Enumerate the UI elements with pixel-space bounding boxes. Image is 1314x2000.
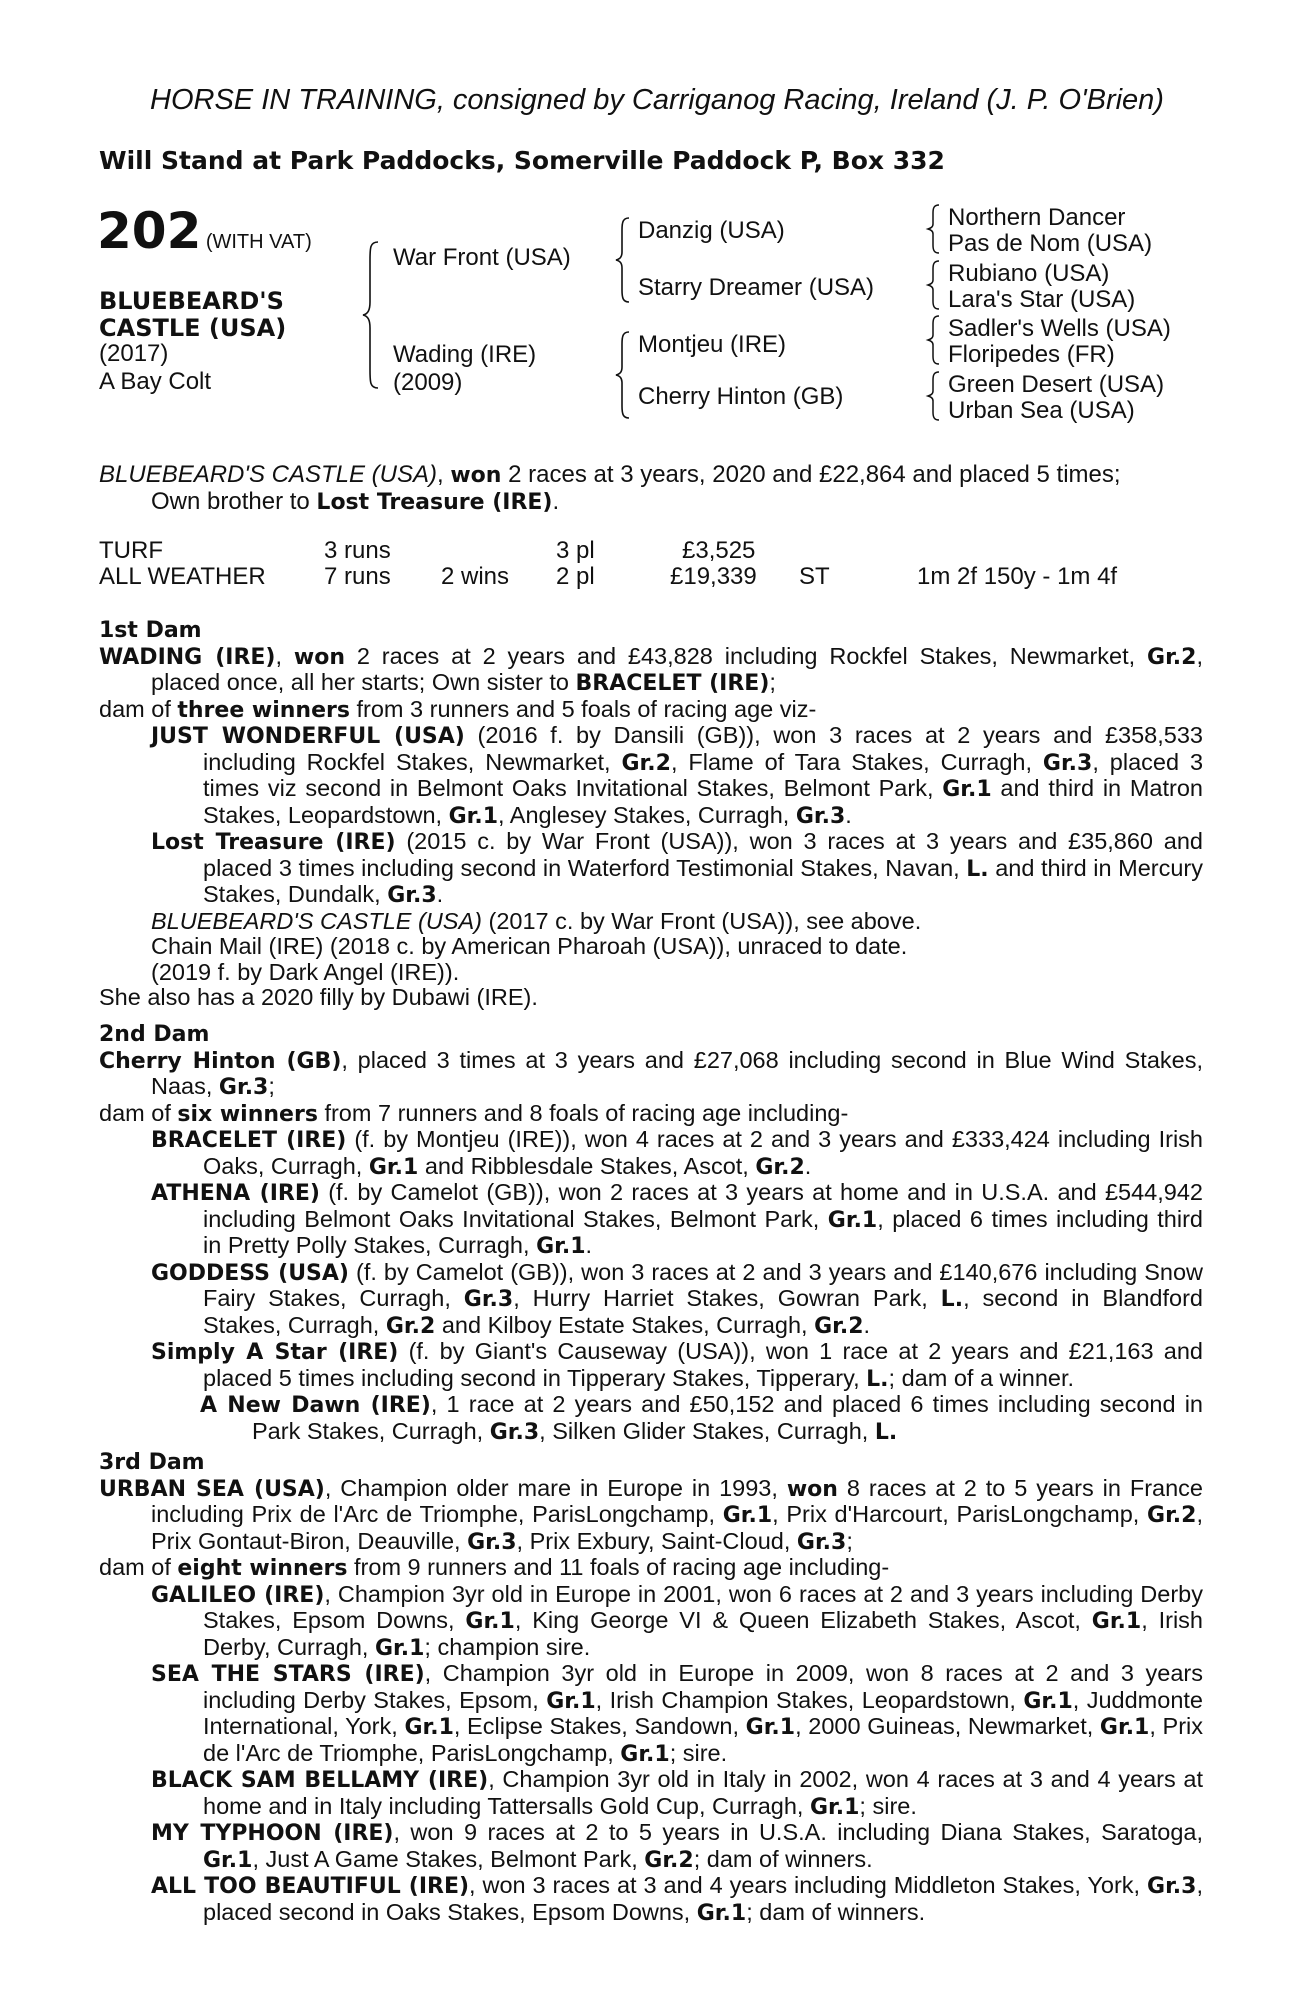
pedigree-dam-dam: Cherry Hinton (GB) (638, 383, 844, 410)
pedigree-g2: Pas de Nom (USA) (948, 230, 1153, 257)
pedigree-brace-g4 (925, 370, 943, 422)
list-item: SEA THE STARS (IRE), Champion 3yr old in Europe in 2009, won 8 races at 2 and 3 years including Derby Stakes, Epsom, Gr.1, Irish Champion Stakes, Leopardstown, Gr.1, Juddmonte International, York, Gr.1, Eclipse Stakes, Sandown, Gr.1, 2000 Guineas, Newmarket, Gr.1, Prix de l'Arc de Triomphe, ParisLongchamp, Gr.1; sire. (151, 1660, 1204, 1767)
pedigree-g4: Lara's Star (USA) (948, 286, 1136, 313)
list-item: BLACK SAM BELLAMY (IRE), Champion 3yr old in Italy in 2002, won 4 races at 3 and 4 years at home and in Italy including Tattersalls Gold Cup, Curragh, Gr.1; sire. (151, 1766, 1203, 1820)
second-dam-section: 2nd Dam Cherry Hinton (GB), placed 3 times at 3 years and £27,068 including second in Blue Wind Stakes, Naas, Gr.3; dam of six winners from 7 runners and 8 foals of racing age including- BRACELET (IRE) (f. by Montjeu (IRE)), won 4 races at 2 and 3 years and £333,424 including Irish Oaks, Curragh, Gr.1 and Ribblesdale Stakes, Ascot, Gr.2. ATHENA (IRE) (f. by Camelot (GB)), won 2 races at 3 years at home and in U.S.A. and £544,942 including Belmont Oaks Invitational Stakes, Belmont Park, Gr.1, placed 6 times including third in Pretty Polly Stakes, Curragh, Gr.1. GODDESS (USA) (f. by Camelot (GB)), won 3 races at 2 and 3 years and £140,676 including Snow Fairy Stakes, Curragh, Gr.3, Hurry Harriet Stakes, Gowran Park, L., second in Blandford Stakes, Curragh, Gr.2 and Kilboy Estate Stakes, Curragh, Gr.2. Simply A Star (IRE) (f. by Giant's Causeway (USA)), won 1 race at 2 years and £21,163 and placed 5 times including second in Tipperary Stakes, Tipperary, L.; dam of a winner. A New Dawn (IRE), 1 race at 2 years and £50,152 and placed 6 times including second in Park Stakes, Curragh, Gr.3, Silken Glider Stakes, Curragh, L. (99, 1022, 1203, 1445)
race-record: BLUEBEARD'S CASTLE (USA), won 2 races at 3 years, 2020 and £22,864 and placed 5 times; Own brother to Lost Treasure (IRE). (99, 461, 1121, 515)
list-item: Chain Mail (IRE) (2018 c. by American Pharoah (USA)), unraced to date. (151, 933, 908, 959)
list-item: She also has a 2020 filly by Dubawi (IRE). (99, 984, 538, 1010)
pedigree-g7: Green Desert (USA) (948, 371, 1165, 398)
list-item: JUST WONDERFUL (USA) (2016 f. by Dansili (GB)), won 3 races at 2 years and £358,533 including Rockfel Stakes, Newmarket, Gr.2, Flame of Tara Stakes, Curragh, Gr.3, placed 3 times viz second in Belmont Oaks Invitational Stakes, Belmont Park, Gr.1 and third in Matron Stakes, Leopardstown, Gr.1, Anglesey Stakes, Curragh, Gr.3. (151, 722, 1204, 829)
horse-meta (99, 340, 211, 396)
horse-year: (2017) (99, 340, 169, 367)
page-title: HORSE IN TRAINING, consigned by Carriganog Racing, Ireland (J. P. O'Brien) (150, 84, 1164, 116)
list-item: MY TYPHOON (IRE), won 9 races at 2 to 5 years in U.S.A. including Diana Stakes, Saratoga, Gr.1, Just A Game Stakes, Belmont Park, Gr.2; dam of winners. (151, 1819, 1203, 1873)
third-dam-section: 3rd Dam URBAN SEA (USA), Champion older mare in Europe in 1993, won 8 races at 2 to 5 years in France including Prix de l'Arc de Triomphe, ParisLongchamp, Gr.1, Prix d'Harcourt, ParisLongchamp, Gr.2, Prix Gontaut-Biron, Deauville, Gr.3, Prix Exbury, Saint-Cloud, Gr.3; dam of eight winners from 9 runners and 11 foals of racing age including- GALILEO (IRE), Champion 3yr old in Europe in 2001, won 6 races at 2 and 3 years including Derby Stakes, Epsom Downs, Gr.1, King George VI & Queen Elizabeth Stakes, Ascot, Gr.1, Irish Derby, Curragh, Gr.1; champion sire. SEA THE STARS (IRE), Champion 3yr old in Europe in 2009, won 8 races at 2 and 3 years including Derby Stakes, Epsom, Gr.1, Irish Champion Stakes, Leopardstown, Gr.1, Juddmonte International, York, Gr.1, Eclipse Stakes, Sandown, Gr.1, 2000 Guineas, Newmarket, Gr.1, Prix de l'Arc de Triomphe, ParisLongchamp, Gr.1; sire. BLACK SAM BELLAMY (IRE), Champion 3yr old in Italy in 2002, won 4 races at 3 and 4 years at home and in Italy including Tattersalls Gold Cup, Curragh, Gr.1; sire. MY TYPHOON (IRE), won 9 races at 2 to 5 years in U.S.A. including Diana Stakes, Saratoga, Gr.1, Just A Game Stakes, Belmont Park, Gr.2; dam of winners. ALL TOO BEAUTIFUL (IRE), won 3 races at 3 and 4 years including Middleton Stakes, York, Gr.3, placed second in Oaks Stakes, Epsom Downs, Gr.1; dam of winners. (99, 1450, 1204, 1926)
list-item: ALL TOO BEAUTIFUL (IRE), won 3 races at 3 and 4 years including Middleton Stakes, York, Gr.3, placed second in Oaks Stakes, Epsom Downs, Gr.1; dam of winners. (151, 1872, 1203, 1926)
horse-description: A Bay Colt (99, 368, 212, 395)
pedigree-sire-dam: Starry Dreamer (USA) (638, 274, 875, 301)
pedigree-g1: Northern Dancer (948, 204, 1126, 231)
lot-number-value: 202 (97, 202, 202, 260)
list-item: GODDESS (USA) (f. by Camelot (GB)), won 3 races at 2 and 3 years and £140,676 including Snow Fairy Stakes, Curragh, Gr.3, Hurry Harriet Stakes, Gowran Park, L., second in Blandford Stakes, Curragh, Gr.2 and Kilboy Estate Stakes, Curragh, Gr.2. (151, 1258, 1203, 1339)
pedigree-sire-sire: Danzig (USA) (638, 217, 785, 244)
pedigree-g5: Sadler's Wells (USA) (948, 315, 1171, 342)
list-item: ATHENA (IRE) (f. by Camelot (GB)), won 2 races at 3 years at home and in U.S.A. and £544,942 including Belmont Oaks Invitational Stakes, Belmont Park, Gr.1, placed 6 times including third in Pretty Polly Stakes, Curragh, Gr.1. (151, 1179, 1203, 1259)
pedigree-brace-dam (613, 330, 635, 420)
pedigree-g8: Urban Sea (USA) (948, 397, 1135, 424)
pedigree-dam-year: (2009) (393, 369, 463, 396)
pedigree-brace-g3 (925, 314, 943, 366)
pedigree-g3: Rubiano (USA) (948, 260, 1110, 287)
pedigree-dam: Wading (IRE) (393, 341, 537, 368)
first-dam-section: 1st Dam WADING (IRE), won 2 races at 2 years and £43,828 including Rockfel Stakes, Newmarket, Gr.2, placed once, all her starts; Own sister to BRACELET (IRE); dam of three winners from 3 runners and 5 foals of racing age viz- JUST WONDERFUL (USA) (2016 f. by Dansili (GB)), won 3 races at 2 years and £358,533 including Rockfel Stakes, Newmarket, Gr.2, Flame of Tara Stakes, Curragh, Gr.3, placed 3 times viz second in Belmont Oaks Invitational Stakes, Belmont Park, Gr.1 and third in Matron Stakes, Leopardstown, Gr.1, Anglesey Stakes, Curragh, Gr.3. Lost Treasure (IRE) (2015 c. by War Front (USA)), won 3 races at 3 years and £35,860 and placed 3 times including second in Waterford Testimonial Stakes, Navan, L. and third in Mercury Stakes, Dundalk, Gr.3. BLUEBEARD'S CASTLE (USA) (2017 c. by War Front (USA)), see above. Chain Mail (IRE) (2018 c. by American Pharoah (USA)), unraced to date. (2019 f. by Dark Angel (IRE)). She also has a 2020 filly by Dubawi (IRE). (99, 618, 1204, 1010)
horse-name: BLUEBEARD'S CASTLE (USA) (99, 287, 287, 342)
pedigree-sire: War Front (USA) (393, 244, 571, 271)
list-item: GALILEO (IRE), Champion 3yr old in Europe in 2001, won 6 races at 2 and 3 years including Derby Stakes, Epsom Downs, Gr.1, King George VI & Queen Elizabeth Stakes, Ascot, Gr.1, Irish Derby, Curragh, Gr.1; champion sire. (151, 1580, 1203, 1661)
list-item: BLUEBEARD'S CASTLE (USA) (2017 c. by War Front (USA)), see above. (151, 907, 922, 934)
stand-location: Will Stand at Park Paddocks, Somerville Paddock P, Box 332 (99, 146, 945, 175)
vat-label: (WITH VAT) (205, 231, 312, 253)
pedigree-brace-sire (613, 216, 635, 304)
lot-number (97, 202, 312, 260)
list-item: Simply A Star (IRE) (f. by Giant's Causeway (USA)), won 1 race at 2 years and £21,163 and placed 5 times including second in Tipperary Stakes, Tipperary, L.; dam of a winner. (151, 1338, 1203, 1392)
pedigree-brace-main (360, 240, 384, 390)
pedigree-brace-g2 (925, 259, 943, 311)
list-item: Lost Treasure (IRE) (2015 c. by War Front (USA)), won 3 races at 3 years and £35,860 and placed 3 times including second in Waterford Testimonial Stakes, Navan, L. and third in Mercury Stakes, Dundalk, Gr.3. (151, 828, 1203, 908)
catalogue-page: HORSE IN TRAINING, consigned by Carriganog Racing, Ireland (J. P. O'Brien) Will Stand at Park Paddocks, Somerville Paddock P, Box 332 202 (WITH VAT) BLUEBEARD'S CASTLE (USA) (2017) A Bay Colt War Front (USA) Wading (IRE) (2009) Danzig (USA) Starry Dreamer (USA) Montjeu (IRE) Cherry Hinton (GB) Northern Dancer Pas de Nom (USA) Rubiano (USA) Lara's Star (USA) Sadler's Wells (USA) Floripedes (FR) Green Desert (USA) Urban Sea (USA) BLUEBEARD'S CASTLE (USA), won 2 races at 3 years, 2020 and £22,864 and placed 5 times; Own brother to Lost Treasure (IRE). TURF 3 runs 3 pl £3,525 ALL WEATHER 7 runs 2 wins 2 pl £19,339 ST 1m 2f 150y - 1m 4f 1st Dam WADING (IRE), won 2 races at 2 years and £43,828 including Rockfel Stakes, Newmarket, Gr.2, placed once, all her starts; Own sister to BRACELET (IRE); dam of three winners from 3 runners and 5 foals of racing age viz- JUST WONDERFUL (USA) (2016 f. by Dansili (GB)), won 3 races at 2 years and £358,533 including Rockfel Stakes, Newmarket, Gr.2, Flame of Tara Stakes, Curragh, Gr.3, placed 3 times viz second in Belmont Oaks Invitational Stakes, Belmont Park, Gr.1 and third in Matron Stakes, Leopardstown, Gr.1, Anglesey Stakes, Curragh, Gr.3. Lost Treasure (IRE) (2015 c. by War Front (USA)), won 3 races at 3 years and £35,860 and placed 3 times including second in Waterford Testimonial Stakes, Navan, L. and third in Mercury Stakes, Dundalk, Gr.3. BLUEBEARD'S CASTLE (USA) (2017 c. by War Front (USA)), see above. Chain Mail (IRE) (2018 c. by American Pharoah (USA)), unraced to date. (2019 f. by Dark Angel (IRE)). She also has a 2020 filly by Dubawi (IRE). 2nd Dam Cherry Hinton (GB), placed 3 times at 3 years and £27,068 including second in Blue Wind Stakes, Naas, Gr.3; dam of six winners from 7 runners and 8 foals of racing age including- BRACELET (IRE) (f. by Montjeu (IRE)), won 4 races at 2 and 3 years and £333,424 including Irish Oaks, Curragh, Gr.1 and Ribblesdale Stakes, Ascot, Gr.2. ATHENA (IRE) (f. by Camelot (GB)), won 2 races at 3 years at home and in U.S.A. and £544,942 including Belmont Oaks Invitational Stakes, Belmont Park, Gr.1, placed 6 times including third in Pretty Polly Stakes, Curragh, Gr.1. GODDESS (USA) (f. by Camelot (GB)), won 3 races at 2 and 3 years and £140,676 including Snow Fairy Stakes, Curragh, Gr.3, Hurry Harriet Stakes, Gowran Park, L., second in Blandford Stakes, Curragh, Gr.2 and Kilboy Estate Stakes, Curragh, Gr.2. Simply A Star (IRE) (f. by Giant's Causeway (USA)), won 1 race at 2 years and £21,163 and placed 5 times including second in Tipperary Stakes, Tipperary, L.; dam of a winner. A New Dawn (IRE), 1 race at 2 years and £50,152 and placed 6 times including second in Park Stakes, Curragh, Gr.3, Silken Glider Stakes, Curragh, L. 3rd Dam URBAN SEA (USA), Champion older mare in Europe in 1993, won 8 races at 2 to 5 years in France including Prix de l'Arc de Triomphe, ParisLongchamp, Gr.1, Prix d'Harcourt, ParisLongchamp, Gr.2, Prix Gontaut-Biron, Deauville, Gr.3, Prix Exbury, Saint-Cloud, Gr.3; dam of eight winners from 9 runners and 11 foals of racing age including- GALILEO (IRE), Champion 3yr old in Europe in 2001, won 6 races at 2 and 3 years including Derby Stakes, Epsom Downs, Gr.1, King George VI & Queen Elizabeth Stakes, Ascot, Gr.1, Irish Derby, Curragh, Gr.1; champion sire. SEA THE STARS (IRE), Champion 3yr old in Europe in 2009, won 8 races at 2 and 3 years including Derby Stakes, Epsom, Gr.1, Irish Champion Stakes, Leopardstown, Gr.1, Juddmonte International, York, Gr.1, Eclipse Stakes, Sandown, Gr.1, 2000 Guineas, Newmarket, Gr.1, Prix de l'Arc de Triomphe, ParisLongchamp, Gr.1; sire. BLACK SAM BELLAMY (IRE), Champion 3yr old in Italy in 2002, won 4 races at 3 and 4 years at home and in Italy including Tattersalls Gold Cup, Curragh, Gr.1; sire. MY TYPHOON (IRE), won 9 races at 2 to 5 years in U.S.A. including Diana Stakes, Saratoga, Gr.1, Just A Game Stakes, Belmont Park, Gr.2; dam of winners. ALL TOO BEAUTIFUL (IRE), won 3 races at 3 and 4 years including Middleton Stakes, York, Gr.3, placed second in Oaks Stakes, Epsom Downs, Gr.1; dam of winners. (0, 0, 1314, 2000)
list-item: (2019 f. by Dark Angel (IRE)). (151, 958, 460, 985)
pedigree-g6: Floripedes (FR) (948, 341, 1115, 368)
pedigree-dam-sire: Montjeu (IRE) (638, 331, 787, 358)
list-item: A New Dawn (IRE), 1 race at 2 years and £50,152 and placed 6 times including second in Park Stakes, Curragh, Gr.3, Silken Glider Stakes, Curragh, L. (200, 1391, 1203, 1445)
pedigree-brace-g1 (925, 203, 943, 255)
list-item: BRACELET (IRE) (f. by Montjeu (IRE)), won 4 races at 2 and 3 years and £333,424 including Irish Oaks, Curragh, Gr.1 and Ribblesdale Stakes, Ascot, Gr.2. (151, 1126, 1203, 1180)
